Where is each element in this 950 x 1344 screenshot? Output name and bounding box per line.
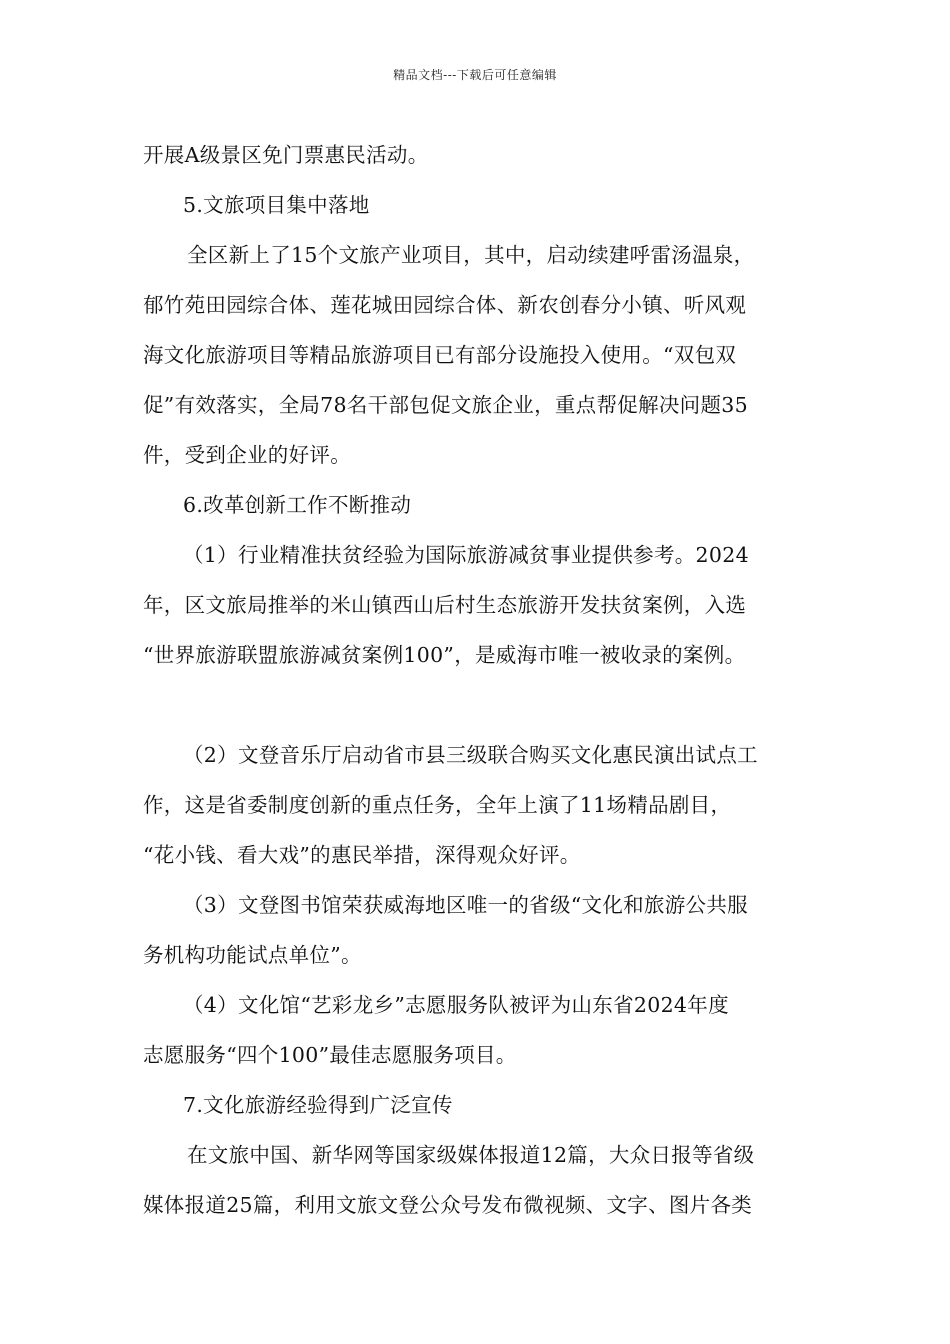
paragraph-line: “花小钱、看大戏”的惠民举措，深得观众好评。 — [143, 843, 581, 867]
paragraph-line: 媒体报道25篇，利用文旅文登公众号发布微视频、文字、图片各类 — [143, 1193, 753, 1217]
section-heading-5: 5.文旅项目集中落地 — [183, 193, 370, 217]
paragraph-line: 作，这是省委制度创新的重点任务，全年上演了11场精品剧目， — [143, 793, 732, 817]
paragraph-line: 郁竹苑田园综合体、莲花城田园综合体、新农创春分小镇、听风观 — [143, 293, 747, 317]
paragraph-line: 海文化旅游项目等精品旅游项目已有部分设施投入使用。“双包双 — [143, 343, 737, 367]
paragraph-line: （2）文登音乐厅启动省市县三级联合购买文化惠民演出试点工 — [183, 743, 758, 767]
paragraph-line: 开展A级景区免门票惠民活动。 — [143, 143, 429, 167]
section-heading-7: 7.文化旅游经验得到广泛宣传 — [183, 1093, 453, 1117]
paragraph-line: （3）文登图书馆荣获威海地区唯一的省级“文化和旅游公共服 — [183, 893, 748, 917]
paragraph-line: 志愿服务“四个100”最佳志愿服务项目。 — [143, 1043, 517, 1067]
paragraph-line: 件，受到企业的好评。 — [143, 443, 351, 467]
paragraph-line: 全区新上了15个文旅产业项目，其中，启动续建呼雷汤温泉， — [187, 243, 755, 267]
paragraph-line: 在文旅中国、新华网等国家级媒体报道12篇，大众日报等省级 — [187, 1143, 755, 1167]
paragraph-line: （4）文化馆“艺彩龙乡”志愿服务队被评为山东省2024年度 — [183, 993, 729, 1017]
paragraph-line: 年，区文旅局推举的米山镇西山后村生态旅游开发扶贫案例，入选 — [143, 593, 747, 617]
section-heading-6: 6.改革创新工作不断推动 — [183, 493, 412, 517]
paragraph-line: “世界旅游联盟旅游减贫案例100”，是威海市唯一被收录的案例。 — [143, 643, 746, 667]
paragraph-line: 务机构功能试点单位”。 — [143, 943, 362, 967]
page-header: 精品文档---下载后可任意编辑 — [393, 68, 557, 82]
paragraph-line: （1）行业精准扶贫经验为国际旅游减贫事业提供参考。2024 — [183, 543, 749, 567]
document-body — [143, 130, 811, 1230]
paragraph-line: 促”有效落实，全局78名干部包促文旅企业，重点帮促解决问题35 — [143, 393, 748, 417]
blank-line — [143, 680, 811, 730]
